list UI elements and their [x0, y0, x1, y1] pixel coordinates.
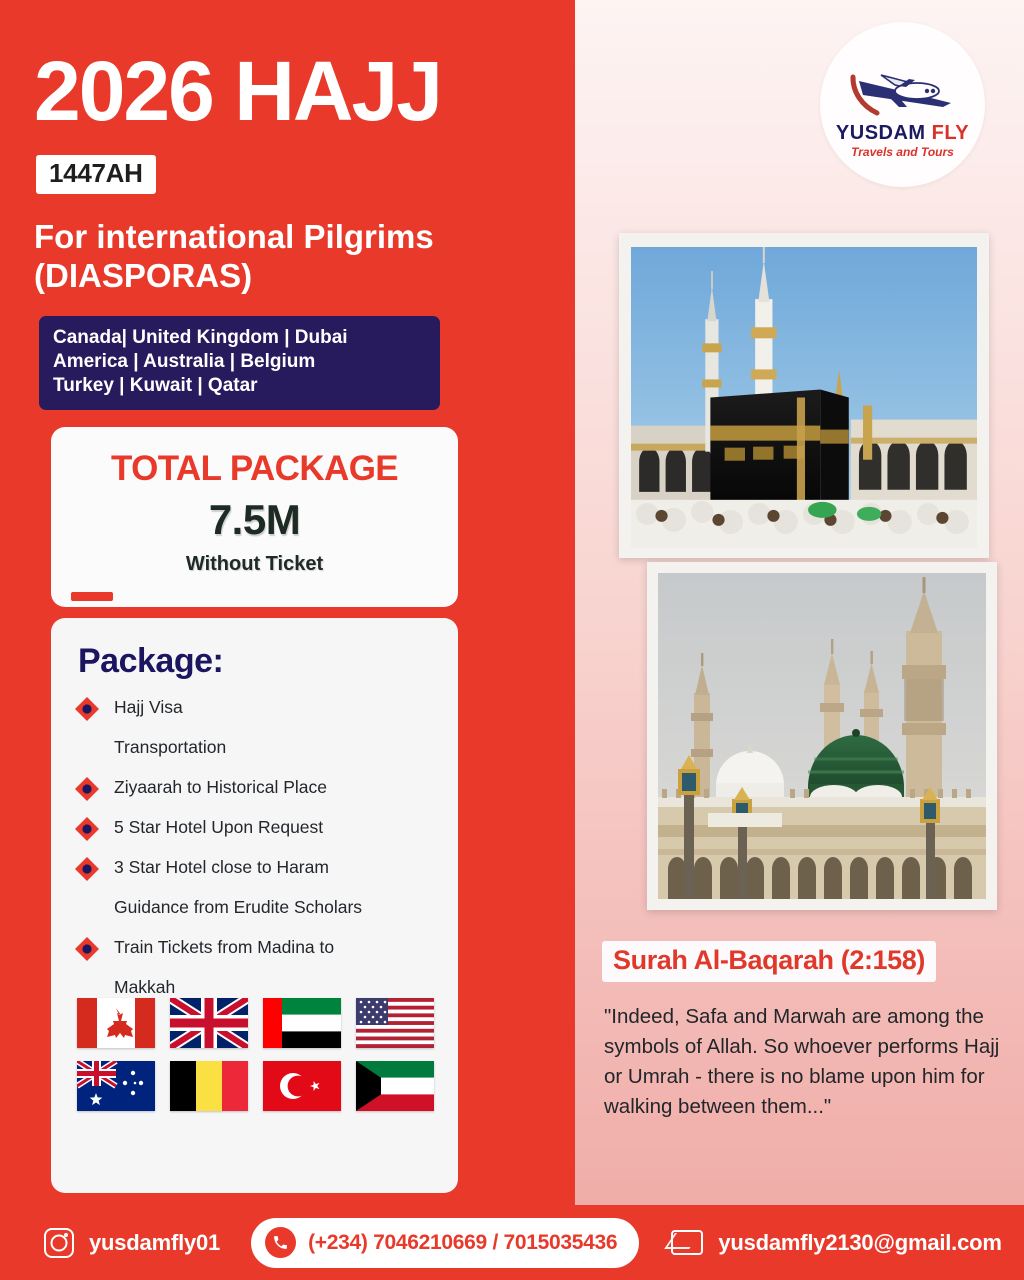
total-package-amount: 7.5M: [208, 496, 301, 543]
package-item-label: 3 Star Hotel close to Haram: [114, 857, 329, 877]
phone-icon: [265, 1227, 296, 1258]
package-list: [51, 695, 458, 1003]
turkey-flag: [263, 1061, 341, 1111]
package-heading: Package:: [78, 642, 224, 680]
package-item-label: 5 Star Hotel Upon Request: [114, 817, 324, 837]
instagram-handle: yusdamfly01: [89, 1229, 221, 1255]
nabawi-photo-frame: [647, 562, 997, 910]
kaaba-photo-frame: [619, 233, 989, 558]
package-item-label: Hajj Visa: [114, 697, 183, 717]
accent-dash: [71, 592, 113, 601]
countries-line-2: America | Australia | Belgium: [53, 351, 316, 373]
page-title: 2026 HAJJ: [34, 44, 441, 138]
diamond-bullet-icon: [74, 936, 100, 962]
package-card: [51, 618, 458, 1193]
package-item-label: Ziyaarah to Historical Place: [114, 777, 327, 797]
package-item-label: Transportation: [114, 737, 227, 757]
package-list-item: [51, 935, 458, 963]
countries-line-3: Turkey | Kuwait | Qatar: [53, 375, 258, 397]
diamond-bullet-icon: [74, 816, 100, 842]
brand-logo: [820, 22, 985, 187]
nabawi-photo: [658, 573, 986, 899]
australia-flag: [77, 1061, 155, 1111]
package-list-item: [51, 695, 458, 723]
logo-name-secondary: FLY: [931, 121, 970, 144]
package-item-label: Makkah: [114, 977, 176, 997]
uae-flag: [263, 998, 341, 1048]
package-item-label: Train Tickets from Madina to: [114, 937, 335, 957]
belgium-flag: [170, 1061, 248, 1111]
instagram-contact[interactable]: [44, 1228, 220, 1258]
united-kingdom-flag: [170, 998, 248, 1048]
canada-flag: [77, 998, 155, 1048]
email-contact[interactable]: [671, 1230, 1001, 1256]
countries-badge: [39, 316, 440, 410]
package-list-item: [51, 895, 458, 923]
total-package-label: TOTAL PACKAGE: [110, 449, 399, 488]
package-list-item: [51, 775, 458, 803]
total-package-note: Without Ticket: [185, 553, 324, 575]
hijri-year-badge: 1447AH: [36, 155, 156, 194]
diamond-bullet-icon: [74, 776, 100, 802]
phone-number: (+234) 7046210669 / 7015035436: [308, 1230, 618, 1254]
diamond-bullet-icon: [74, 856, 100, 882]
package-list-item: [51, 735, 458, 763]
logo-tagline: Travels and Tours: [851, 144, 954, 159]
package-item-label: Guidance from Erudite Scholars: [114, 897, 363, 917]
kuwait-flag: [356, 1061, 434, 1111]
usa-flag: [356, 998, 434, 1048]
logo-name-primary: YUSDAM: [835, 121, 926, 144]
package-list-item: [51, 855, 458, 883]
subtitle-line-1: For international Pilgrims: [34, 218, 434, 255]
countries-line-1: Canada| United Kingdom | Dubai: [53, 327, 348, 348]
diamond-bullet-icon: [74, 696, 100, 722]
subtitle: [34, 218, 554, 295]
phone-contact[interactable]: [251, 1218, 639, 1268]
surah-quote: "Indeed, Safa and Marwah are among the symbols of Allah. So whoever performs Hajj or Umrah - there is no blame upon him for walking between them...": [604, 1005, 1000, 1119]
email-address: yusdamfly2130@gmail.com: [718, 1229, 1002, 1255]
airplane-icon: [843, 55, 963, 127]
logo-wordmark: [836, 123, 969, 143]
envelope-icon: [671, 1230, 703, 1255]
surah-reference: Surah Al-Baqarah (2:158): [602, 941, 936, 982]
contact-footer: [0, 1205, 1024, 1280]
total-package-card: [51, 427, 458, 607]
kaaba-photo: [631, 247, 977, 548]
package-list-item: [51, 815, 458, 843]
subtitle-line-2: (DIASPORAS): [34, 256, 253, 294]
instagram-icon: [44, 1228, 74, 1258]
country-flags-grid: [73, 998, 438, 1111]
